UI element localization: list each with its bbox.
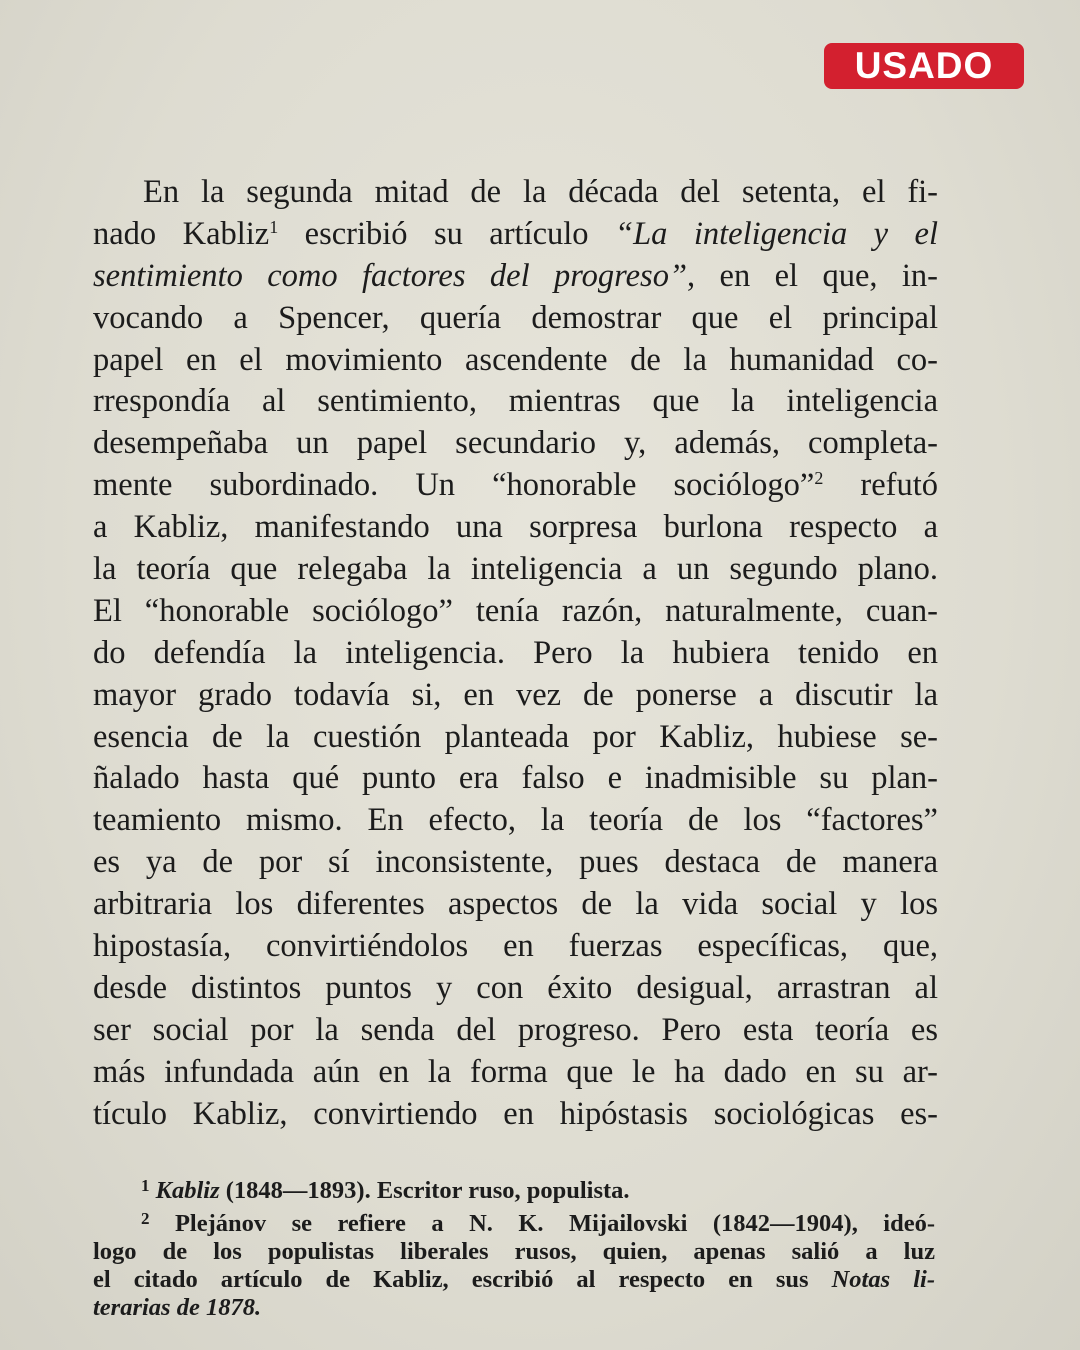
text-line: desde distintos puntos y con éxito desigual, arrastran al [93, 969, 938, 1006]
text-line: El “honorable sociólogo” tenía razón, naturalmente, cuan- [93, 592, 938, 629]
text-line: papel en el movimiento ascendente de la humanidad co- [93, 341, 938, 378]
text-line: vocando a Spencer, quería demostrar que el principal [93, 299, 938, 336]
text-line: teamiento mismo. En efecto, la teoría de los “factores” [93, 802, 938, 839]
text-line: es ya de por sí inconsistente, pues destaca de manera [93, 844, 938, 881]
footnotes [93, 1172, 935, 1322]
text-line: la teoría que relegaba la inteligencia a un segundo plano. [93, 551, 938, 588]
text-line: mente subordinado. Un “honorable sociólogo”$^2$ refutó [93, 467, 938, 504]
text-line: sentimiento como factores del progreso”, en el que, in- [93, 257, 938, 294]
footnote-2-line: logo de los populistas liberales rusos, quien, apenas salió a luz [93, 1238, 935, 1265]
text-line: do defendía la inteligencia. Pero la hubiera tenido en [93, 634, 938, 671]
footnote-ref-2: 2 [814, 468, 824, 489]
text-line: ñalado hasta qué punto era falso e inadmisible su plan- [93, 760, 938, 797]
text-line: nado Kabliz$^1$ escribió su artículo “La inteligencia y el [93, 215, 938, 252]
text-line: En la segunda mitad de la década del setenta, el fi- [143, 174, 938, 210]
text-line: esencia de la cuestión planteada por Kabliz, hubiese se- [93, 718, 938, 755]
used-badge: USADO [824, 43, 1024, 89]
footnote-ref-1: 1 [269, 216, 279, 237]
main-paragraph [93, 172, 938, 1135]
text-line: más infundada aún en la forma que le ha dado en su ar- [93, 1053, 938, 1090]
text-line: tículo Kabliz, convirtiendo en hipóstasis sociológicas es- [93, 1095, 938, 1132]
text-line: arbitraria los diferentes aspectos de la vida social y los [93, 886, 938, 923]
text-line: desempeñaba un papel secundario y, además, completa- [93, 425, 938, 462]
text-line: ser social por la senda del progreso. Pero esta teoría es [93, 1011, 938, 1048]
footnote-2-line: el citado artículo de Kabliz, escribió al respecto en sus Notas li- [93, 1266, 935, 1293]
footnote-2: $^2$ Plejánov se refiere a N. K. Mijailovski (1842—1904), ideó- [141, 1209, 935, 1237]
text-line: rrespondía al sentimiento, mientras que la inteligencia [93, 383, 938, 420]
footnote-1: $^1$ Kabliz (1848—1893). Escritor ruso, populista. [141, 1176, 630, 1204]
text-line: hipostasía, convirtiéndolos en fuerzas específicas, que, [93, 928, 938, 965]
text-line: mayor grado todavía si, en vez de ponerse a discutir la [93, 676, 938, 713]
footnote-2-line: terarias de 1878. [93, 1294, 262, 1321]
text-line: a Kabliz, manifestando una sorpresa burlona respecto a [93, 509, 938, 546]
